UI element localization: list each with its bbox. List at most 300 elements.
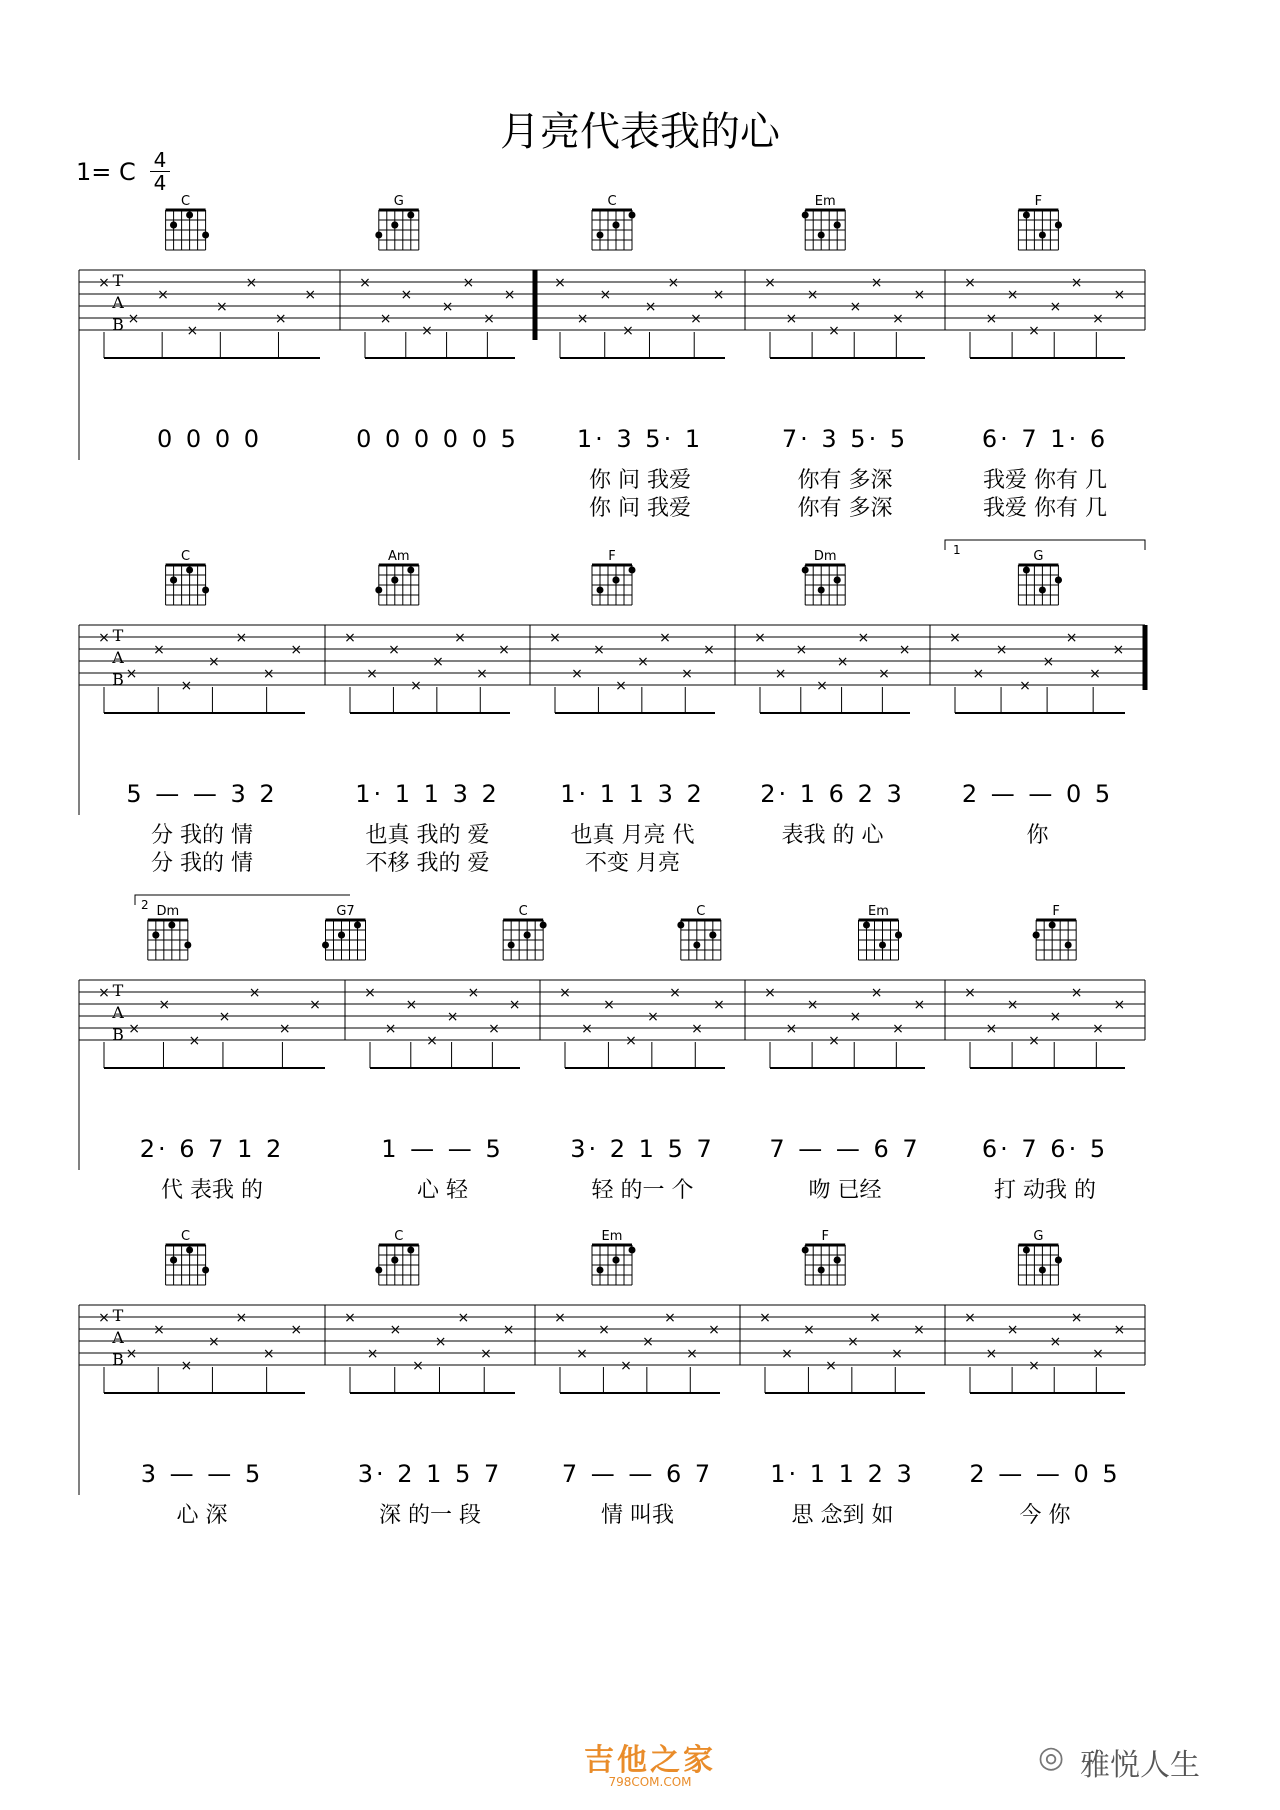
chord-name: Em (601, 1229, 623, 1244)
chord-dot (1033, 932, 1040, 939)
strum-mark: × (1070, 985, 1083, 1001)
strum-mark: × (964, 275, 976, 291)
chord-dot (375, 587, 382, 594)
time-sig-bottom: 4 (153, 171, 167, 195)
strum-mark: × (659, 630, 671, 646)
chord-dot (834, 577, 841, 584)
tab-letter: A (112, 648, 124, 667)
strum-mark: × (681, 666, 693, 682)
lyrics-line-1: 你 (1026, 823, 1049, 848)
strum-mark: × (836, 654, 849, 670)
volta-2-label: 2 (141, 898, 149, 912)
strum-mark: × (622, 323, 634, 339)
lyrics-line-2: 我爱 你有 几 (983, 496, 1107, 521)
lyrics-line-2: 你有 多深 (797, 496, 893, 521)
lyrics-line-1: 我爱 你有 几 (983, 468, 1107, 493)
strum-mark: × (603, 997, 615, 1013)
tab-letter: B (112, 1350, 124, 1369)
strum-mark: × (180, 1358, 193, 1374)
strum-mark: × (421, 323, 433, 339)
strum-mark: × (98, 630, 110, 646)
jianpu-notes: 2· 1 6 2 3 (760, 780, 905, 808)
strum-mark: × (432, 654, 444, 670)
strum-mark: × (964, 1310, 976, 1326)
logo-text: 吉他之家 (584, 1743, 716, 1778)
strum-mark: × (642, 1334, 654, 1350)
chord-name: F (821, 1229, 829, 1244)
chord-dot (879, 942, 886, 949)
lyrics-line-1: 分 我的 情 (151, 823, 253, 848)
strum-mark: × (248, 985, 261, 1001)
chord-dot (202, 1267, 209, 1274)
time-sig-top: 4 (153, 148, 167, 172)
strum-mark: × (467, 985, 480, 1001)
strum-mark: × (274, 311, 287, 327)
chord-dot (375, 1267, 382, 1274)
strum-mark: × (278, 1021, 291, 1037)
tab-letter: A (112, 1328, 124, 1347)
jianpu-notes: 6· 7 1· 6 (981, 425, 1109, 453)
chord-dot (407, 212, 414, 219)
tab-letter: B (112, 670, 124, 689)
jianpu-notes: 3· 2 1 5 7 (570, 1135, 715, 1163)
strum-mark: × (620, 1358, 632, 1374)
chord-name: Em (868, 904, 889, 919)
chord-dot (802, 567, 809, 574)
strum-mark: × (985, 1021, 998, 1037)
chord-dot (802, 212, 809, 219)
chord-dot (629, 1247, 636, 1254)
strum-mark: × (870, 275, 883, 291)
strum-mark: × (498, 642, 510, 658)
lyrics-line-2: 分 我的 情 (151, 851, 253, 876)
chord-dot (834, 222, 841, 229)
jianpu-notes: 3 — — 5 (140, 1460, 264, 1488)
chord-name: C (181, 194, 191, 209)
strum-mark: × (913, 287, 926, 303)
jianpu-notes: 2· 6 7 1 2 (139, 1135, 285, 1163)
tab-letter: B (112, 315, 124, 334)
strum-mark: × (576, 1346, 588, 1362)
strum-mark: × (446, 1009, 459, 1025)
chord-dot (1049, 922, 1056, 929)
strum-mark: × (1113, 287, 1126, 303)
strum-mark: × (571, 666, 583, 682)
strum-mark: × (686, 1346, 698, 1362)
strum-mark: × (426, 1033, 438, 1049)
chord-dot (1065, 942, 1072, 949)
chord-dot (391, 222, 398, 229)
strum-mark: × (483, 311, 495, 327)
chord-name: G7 (336, 904, 355, 919)
strum-mark: × (207, 654, 220, 670)
strum-mark: × (1006, 997, 1019, 1013)
chord-dot (613, 577, 620, 584)
strum-mark: × (690, 311, 702, 327)
strum-mark: × (1092, 311, 1104, 327)
chord-dot (802, 1247, 809, 1254)
chord-dot (834, 1257, 841, 1264)
lyrics-line-2: 不变 月亮 (585, 851, 680, 876)
tab-letter: B (112, 1025, 124, 1044)
watermark-text: 雅悦人生 (1080, 1748, 1200, 1783)
chord-dot (186, 567, 193, 574)
strum-mark: × (1019, 678, 1031, 694)
chord-dot (152, 932, 159, 939)
tab-letter: T (112, 626, 124, 645)
chord-name: Dm (156, 904, 180, 919)
chord-name: Em (814, 194, 836, 209)
volta-1 (945, 540, 1145, 550)
chord-dot (629, 212, 636, 219)
strum-mark: × (828, 1033, 840, 1049)
strum-mark: × (158, 997, 171, 1013)
chord-dot (818, 587, 825, 594)
chord-dot (170, 222, 177, 229)
strum-mark: × (502, 1322, 515, 1338)
strum-mark: × (405, 997, 418, 1013)
chord-dot (693, 942, 700, 949)
strum-mark: × (384, 1021, 397, 1037)
strum-mark: × (964, 985, 976, 1001)
chord-dot (1055, 222, 1062, 229)
strum-mark: × (764, 985, 776, 1001)
strum-mark: × (712, 287, 725, 303)
strum-mark: × (1112, 642, 1125, 658)
lyrics-line-1: 深 的一 段 (379, 1503, 481, 1528)
jianpu-notes: 1· 3 5· 1 (576, 425, 704, 453)
key-signature: 1= C (76, 158, 136, 186)
strum-mark: × (1092, 1021, 1104, 1037)
strum-mark: × (774, 666, 787, 682)
strum-mark: × (235, 630, 248, 646)
strum-mark: × (647, 1009, 659, 1025)
lyrics-line-2: 不移 我的 爱 (365, 851, 490, 876)
strum-mark: × (972, 666, 985, 682)
strum-mark: × (1070, 1310, 1083, 1326)
strum-mark: × (1113, 997, 1126, 1013)
strum-mark: × (290, 1322, 303, 1338)
strum-mark: × (309, 997, 321, 1013)
chord-dot (1055, 1257, 1062, 1264)
strum-mark: × (344, 1310, 356, 1326)
chord-dot (597, 587, 604, 594)
chord-dot (1023, 1247, 1030, 1254)
chord-dot (1039, 1267, 1046, 1274)
strum-mark: × (1006, 287, 1019, 303)
strum-mark: × (667, 275, 680, 291)
chord-dot (202, 587, 209, 594)
strum-mark: × (434, 1334, 447, 1350)
chord-dot (186, 1247, 193, 1254)
strum-mark: × (1042, 654, 1055, 670)
strum-mark: × (985, 311, 998, 327)
chord-name: Am (388, 549, 410, 564)
chord-name: C (518, 904, 528, 919)
chord-dot (597, 1267, 604, 1274)
strum-mark: × (1089, 666, 1101, 682)
strum-mark: × (1049, 1334, 1062, 1350)
strum-mark: × (857, 630, 870, 646)
chord-dot (407, 1247, 414, 1254)
strum-mark: × (913, 1322, 925, 1338)
strum-mark: × (98, 1310, 110, 1326)
strum-mark: × (599, 287, 612, 303)
strum-mark: × (359, 275, 371, 291)
strum-mark: × (98, 985, 110, 1001)
jianpu-notes: 0 0 0 0 0 5 (356, 425, 519, 453)
chord-dot (629, 567, 636, 574)
chord-name: C (696, 904, 706, 919)
jianpu-notes: 7· 3 5· 5 (781, 425, 909, 453)
strum-mark: × (1028, 1358, 1040, 1374)
lyrics-line-2: 你 问 我爱 (589, 496, 691, 521)
strum-mark: × (1049, 299, 1062, 315)
strum-mark: × (849, 299, 862, 315)
strum-mark: × (785, 1021, 798, 1037)
chord-dot (391, 577, 398, 584)
strum-mark: × (157, 287, 169, 303)
strum-mark: × (388, 642, 400, 658)
jianpu-notes: 2 — — 0 5 (961, 780, 1114, 808)
strum-mark: × (389, 1322, 402, 1338)
strum-mark: × (806, 287, 819, 303)
chord-dot (202, 232, 209, 239)
strum-mark: × (637, 654, 649, 670)
strum-mark: × (849, 1009, 862, 1025)
strum-mark: × (985, 1346, 998, 1362)
strum-mark: × (503, 287, 516, 303)
strum-mark: × (128, 1021, 141, 1037)
strum-mark: × (581, 1021, 593, 1037)
chord-dot (1039, 587, 1046, 594)
chord-dot (1023, 212, 1030, 219)
strum-mark: × (559, 985, 571, 1001)
jianpu-notes: 6· 7 6· 5 (981, 1135, 1109, 1163)
lyrics-line-1: 吻 已经 (808, 1178, 882, 1203)
lyrics-line-1: 心 轻 (417, 1178, 468, 1203)
strum-mark: × (898, 642, 911, 658)
strum-mark: × (304, 287, 317, 303)
strum-mark: × (454, 630, 466, 646)
strum-mark: × (869, 1310, 881, 1326)
strum-mark: × (127, 311, 140, 327)
chord-dot (338, 932, 345, 939)
strum-mark: × (759, 1310, 771, 1326)
strum-mark: × (488, 1021, 500, 1037)
chord-dot (1039, 232, 1046, 239)
chord-name: F (1034, 194, 1043, 209)
strum-mark: × (379, 311, 392, 327)
chord-dot (818, 232, 825, 239)
strum-mark: × (816, 678, 828, 694)
chord-dot (1023, 567, 1030, 574)
strum-mark: × (207, 1334, 220, 1350)
strum-mark: × (892, 1021, 904, 1037)
strum-mark: × (703, 642, 715, 658)
strum-mark: × (400, 287, 413, 303)
chord-dot (170, 577, 177, 584)
strum-mark: × (554, 1310, 566, 1326)
strum-mark: × (825, 1358, 837, 1374)
jianpu-notes: 3· 2 1 5 7 (357, 1460, 503, 1488)
strum-mark: × (344, 630, 356, 646)
strum-mark: × (245, 275, 258, 291)
strum-mark: × (1028, 1033, 1040, 1049)
chord-dot (1055, 577, 1062, 584)
jianpu-notes: 1· 1 1 2 3 (770, 1460, 915, 1488)
lyrics-line-1: 打 动我 的 (994, 1178, 1096, 1203)
strum-mark: × (410, 678, 422, 694)
lyrics-line-1: 你有 多深 (797, 468, 893, 493)
strum-mark: × (508, 997, 521, 1013)
chord-name: G (1033, 1229, 1044, 1244)
chord-name: G (393, 194, 404, 209)
lyrics-line-1: 也真 我的 爱 (365, 823, 490, 848)
tab-letter: A (112, 1003, 124, 1022)
strum-mark: × (188, 1033, 201, 1049)
chord-dot (524, 932, 531, 939)
strum-mark: × (290, 642, 303, 658)
chord-dot (709, 932, 716, 939)
chord-name: F (608, 549, 616, 564)
lyrics-line-1: 也真 月亮 代 (570, 823, 695, 848)
chord-dot (354, 922, 361, 929)
site-logo (575, 1735, 725, 1789)
strum-mark: × (366, 666, 378, 682)
strum-mark: × (949, 630, 961, 646)
strum-mark: × (708, 1322, 720, 1338)
chord-dot (322, 942, 329, 949)
strum-mark: × (713, 997, 725, 1013)
jianpu-notes: 0 0 0 0 (157, 425, 262, 453)
strum-mark: × (891, 1346, 903, 1362)
tab-letter: A (112, 293, 124, 312)
chord-dot (184, 942, 191, 949)
chord-dot (597, 232, 604, 239)
chord-dot (391, 1257, 398, 1264)
chord-dot (508, 942, 515, 949)
strum-mark: × (870, 985, 883, 1001)
strum-mark: × (1092, 1346, 1104, 1362)
chord-name: Dm (813, 549, 837, 564)
chord-name: G (1033, 549, 1044, 564)
chord-dot (407, 567, 414, 574)
strum-mark: × (878, 666, 890, 682)
strum-mark: × (554, 275, 566, 291)
chord-dot (863, 922, 870, 929)
lyrics-line-1: 心 深 (176, 1503, 228, 1528)
strum-mark: × (235, 1310, 248, 1326)
lyrics-line-1: 代 表我 的 (161, 1178, 263, 1203)
strum-mark: × (153, 642, 165, 658)
chord-dot (895, 932, 902, 939)
chord-dot (186, 212, 193, 219)
lyrics-line-1: 你 问 我爱 (589, 468, 691, 493)
chord-dot (375, 232, 382, 239)
strum-mark: × (754, 630, 766, 646)
strum-mark: × (691, 1021, 703, 1037)
jianpu-notes: 1· 1 1 3 2 (560, 780, 705, 808)
strum-mark: × (1070, 275, 1083, 291)
strum-mark: × (441, 299, 454, 315)
jianpu-notes: 7 — — 6 7 (769, 1135, 921, 1163)
chord-name: F (1052, 904, 1060, 919)
strum-mark: × (480, 1346, 492, 1362)
strum-mark: × (98, 275, 110, 291)
strum-mark: × (462, 275, 475, 291)
chord-dot (613, 1257, 620, 1264)
lyrics-line-1: 轻 的一 个 (591, 1178, 694, 1203)
strum-mark: × (262, 666, 275, 682)
chord-name: C (607, 194, 617, 209)
strum-mark: × (593, 642, 605, 658)
strum-mark: × (457, 1310, 470, 1326)
wechat-icon: ◎ (1038, 1740, 1065, 1775)
strum-mark: × (476, 666, 488, 682)
jianpu-notes: 1· 1 1 3 2 (355, 780, 500, 808)
strum-mark: × (1113, 1322, 1126, 1338)
strum-mark: × (180, 678, 193, 694)
strum-mark: × (1065, 630, 1078, 646)
strum-mark: × (803, 1322, 815, 1338)
strum-mark: × (644, 299, 657, 315)
jianpu-notes: 7 — — 6 7 (561, 1460, 714, 1488)
lyrics-line-1: 思 念到 如 (791, 1503, 894, 1528)
strum-mark: × (1028, 323, 1040, 339)
chord-name: C (394, 1229, 404, 1244)
strum-mark: × (1049, 1009, 1062, 1025)
lyrics-line-1: 情 叫我 (601, 1503, 674, 1528)
logo-url: 798COM.COM (608, 1775, 692, 1789)
chord-dot (168, 922, 175, 929)
tab-letter: T (112, 271, 124, 290)
strum-mark: × (795, 642, 808, 658)
chord-dot (613, 222, 620, 229)
lyrics-line-1: 表我 的 心 (781, 823, 884, 848)
tab-letter: T (112, 981, 124, 1000)
strum-mark: × (366, 1346, 379, 1362)
strum-mark: × (412, 1358, 424, 1374)
strum-mark: × (215, 299, 228, 315)
strum-mark: × (576, 311, 589, 327)
strum-mark: × (669, 985, 681, 1001)
jianpu-notes: 2 — — 0 5 (969, 1460, 1121, 1488)
jianpu-notes: 1 — — 5 (381, 1135, 504, 1163)
strum-mark: × (549, 630, 561, 646)
strum-mark: × (781, 1346, 793, 1362)
song-title: 月亮代表我的心 (500, 109, 780, 155)
strum-mark: × (615, 678, 627, 694)
chord-name: C (181, 1229, 191, 1244)
chord-name: C (181, 549, 191, 564)
lyrics-line-1: 今 你 (1019, 1503, 1071, 1528)
strum-mark: × (186, 323, 199, 339)
strum-mark: × (828, 323, 840, 339)
strum-mark: × (125, 1346, 138, 1362)
chord-dot (540, 922, 547, 929)
tab-letter: T (112, 1306, 124, 1325)
strum-mark: × (364, 985, 376, 1001)
strum-mark: × (995, 642, 1008, 658)
strum-mark: × (218, 1009, 231, 1025)
strum-mark: × (785, 311, 798, 327)
jianpu-notes: 5 — — 3 2 (126, 780, 278, 808)
strum-mark: × (806, 997, 819, 1013)
strum-mark: × (892, 311, 904, 327)
strum-mark: × (625, 1033, 637, 1049)
strum-mark: × (1006, 1322, 1019, 1338)
